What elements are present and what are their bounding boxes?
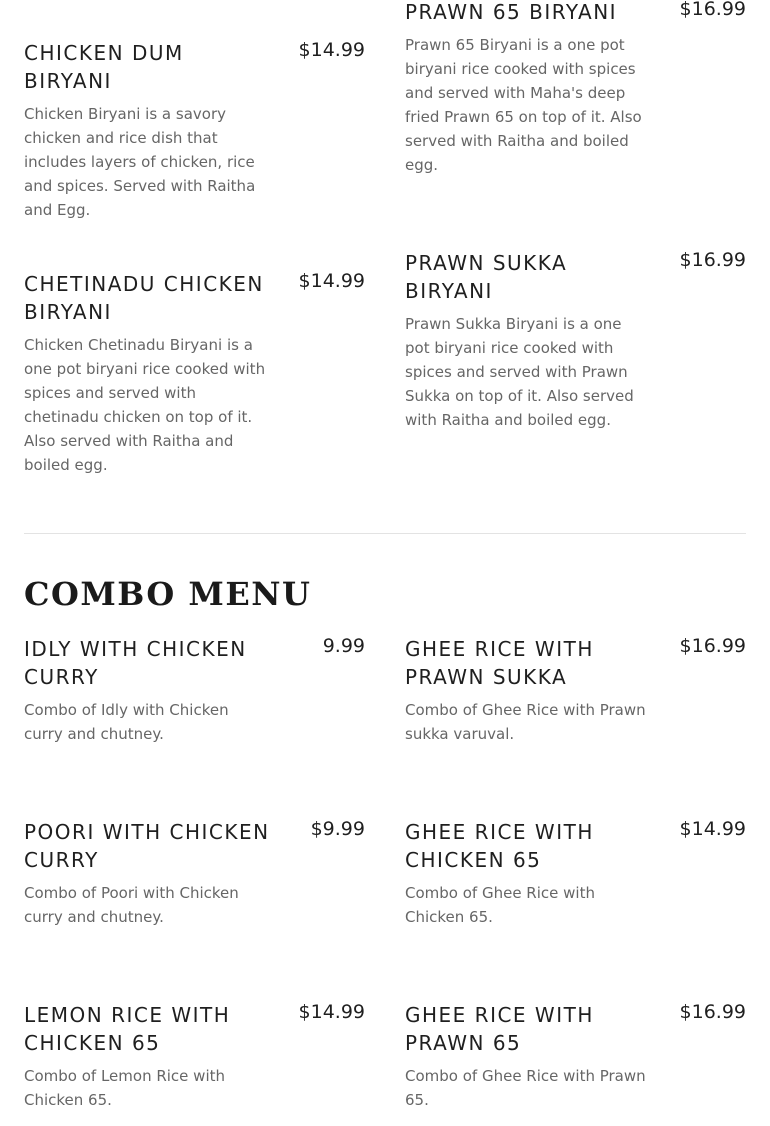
menu-item-price: 9.99	[322, 635, 365, 657]
menu-item-description: Chicken Chetinadu Biryani is a one pot biryani rice cooked with spices and served with chetinadu chicken on top of it. Also served with Raitha and boiled egg.	[24, 336, 266, 474]
menu-item-price: $16.99	[679, 1001, 746, 1023]
section-divider	[24, 533, 746, 534]
menu-item-description: Combo of Ghee Rice with Prawn 65.	[405, 1067, 646, 1109]
menu-item-name: GHEE RICE WITH PRAWN 65	[405, 1003, 594, 1055]
menu-item-name: CHETINADU CHICKEN BIRYANI	[24, 272, 264, 324]
menu-item-price: $14.99	[298, 39, 365, 61]
menu-item-description: Chicken Biryani is a savory chicken and rice dish that includes layers of chicken, rice and spices. Served with Raitha and Egg.	[24, 105, 256, 219]
menu-item-name: PRAWN SUKKA BIRYANI	[405, 251, 568, 303]
menu-item-description: Combo of Poori with Chicken curry and chutney.	[24, 884, 239, 926]
menu-item-name: POORI WITH CHICKEN CURRY	[24, 820, 270, 872]
menu-item-description: Prawn Sukka Biryani is a one pot biryani rice cooked with spices and served with Prawn Sukka on top of it. Also served with Raitha and boiled egg.	[405, 315, 634, 429]
menu-item-price: $16.99	[679, 0, 746, 20]
menu-item-name: CHICKEN DUM BIRYANI	[24, 41, 184, 93]
menu-item-price: $14.99	[298, 270, 365, 292]
menu-item-name: GHEE RICE WITH CHICKEN 65	[405, 820, 594, 872]
menu-item-price: $14.99	[679, 818, 746, 840]
menu-item-description: Combo of Idly with Chicken curry and chutney.	[24, 701, 229, 743]
menu-item-name: IDLY WITH CHICKEN CURRY	[24, 637, 247, 689]
menu-item-price: $14.99	[298, 1001, 365, 1023]
menu-item-price: $9.99	[310, 818, 365, 840]
menu-item-description: Combo of Ghee Rice with Prawn sukka varuval.	[405, 701, 646, 743]
menu-item-price: $16.99	[679, 635, 746, 657]
menu-item-name: PRAWN 65 BIRYANI	[405, 0, 618, 24]
menu-item-description: Combo of Lemon Rice with Chicken 65.	[24, 1067, 225, 1109]
menu-item-name: LEMON RICE WITH CHICKEN 65	[24, 1003, 231, 1055]
section-title-combo-menu: COMBO MENU	[24, 575, 312, 613]
menu-item-description: Combo of Ghee Rice with Chicken 65.	[405, 884, 595, 926]
menu-item-price: $16.99	[679, 249, 746, 271]
menu-item-description: Prawn 65 Biryani is a one pot biryani rice cooked with spices and served with Maha's deep fried Prawn 65 on top of it. Also served with Raitha and boiled egg.	[405, 36, 642, 174]
menu-item-name: GHEE RICE WITH PRAWN SUKKA	[405, 637, 594, 689]
